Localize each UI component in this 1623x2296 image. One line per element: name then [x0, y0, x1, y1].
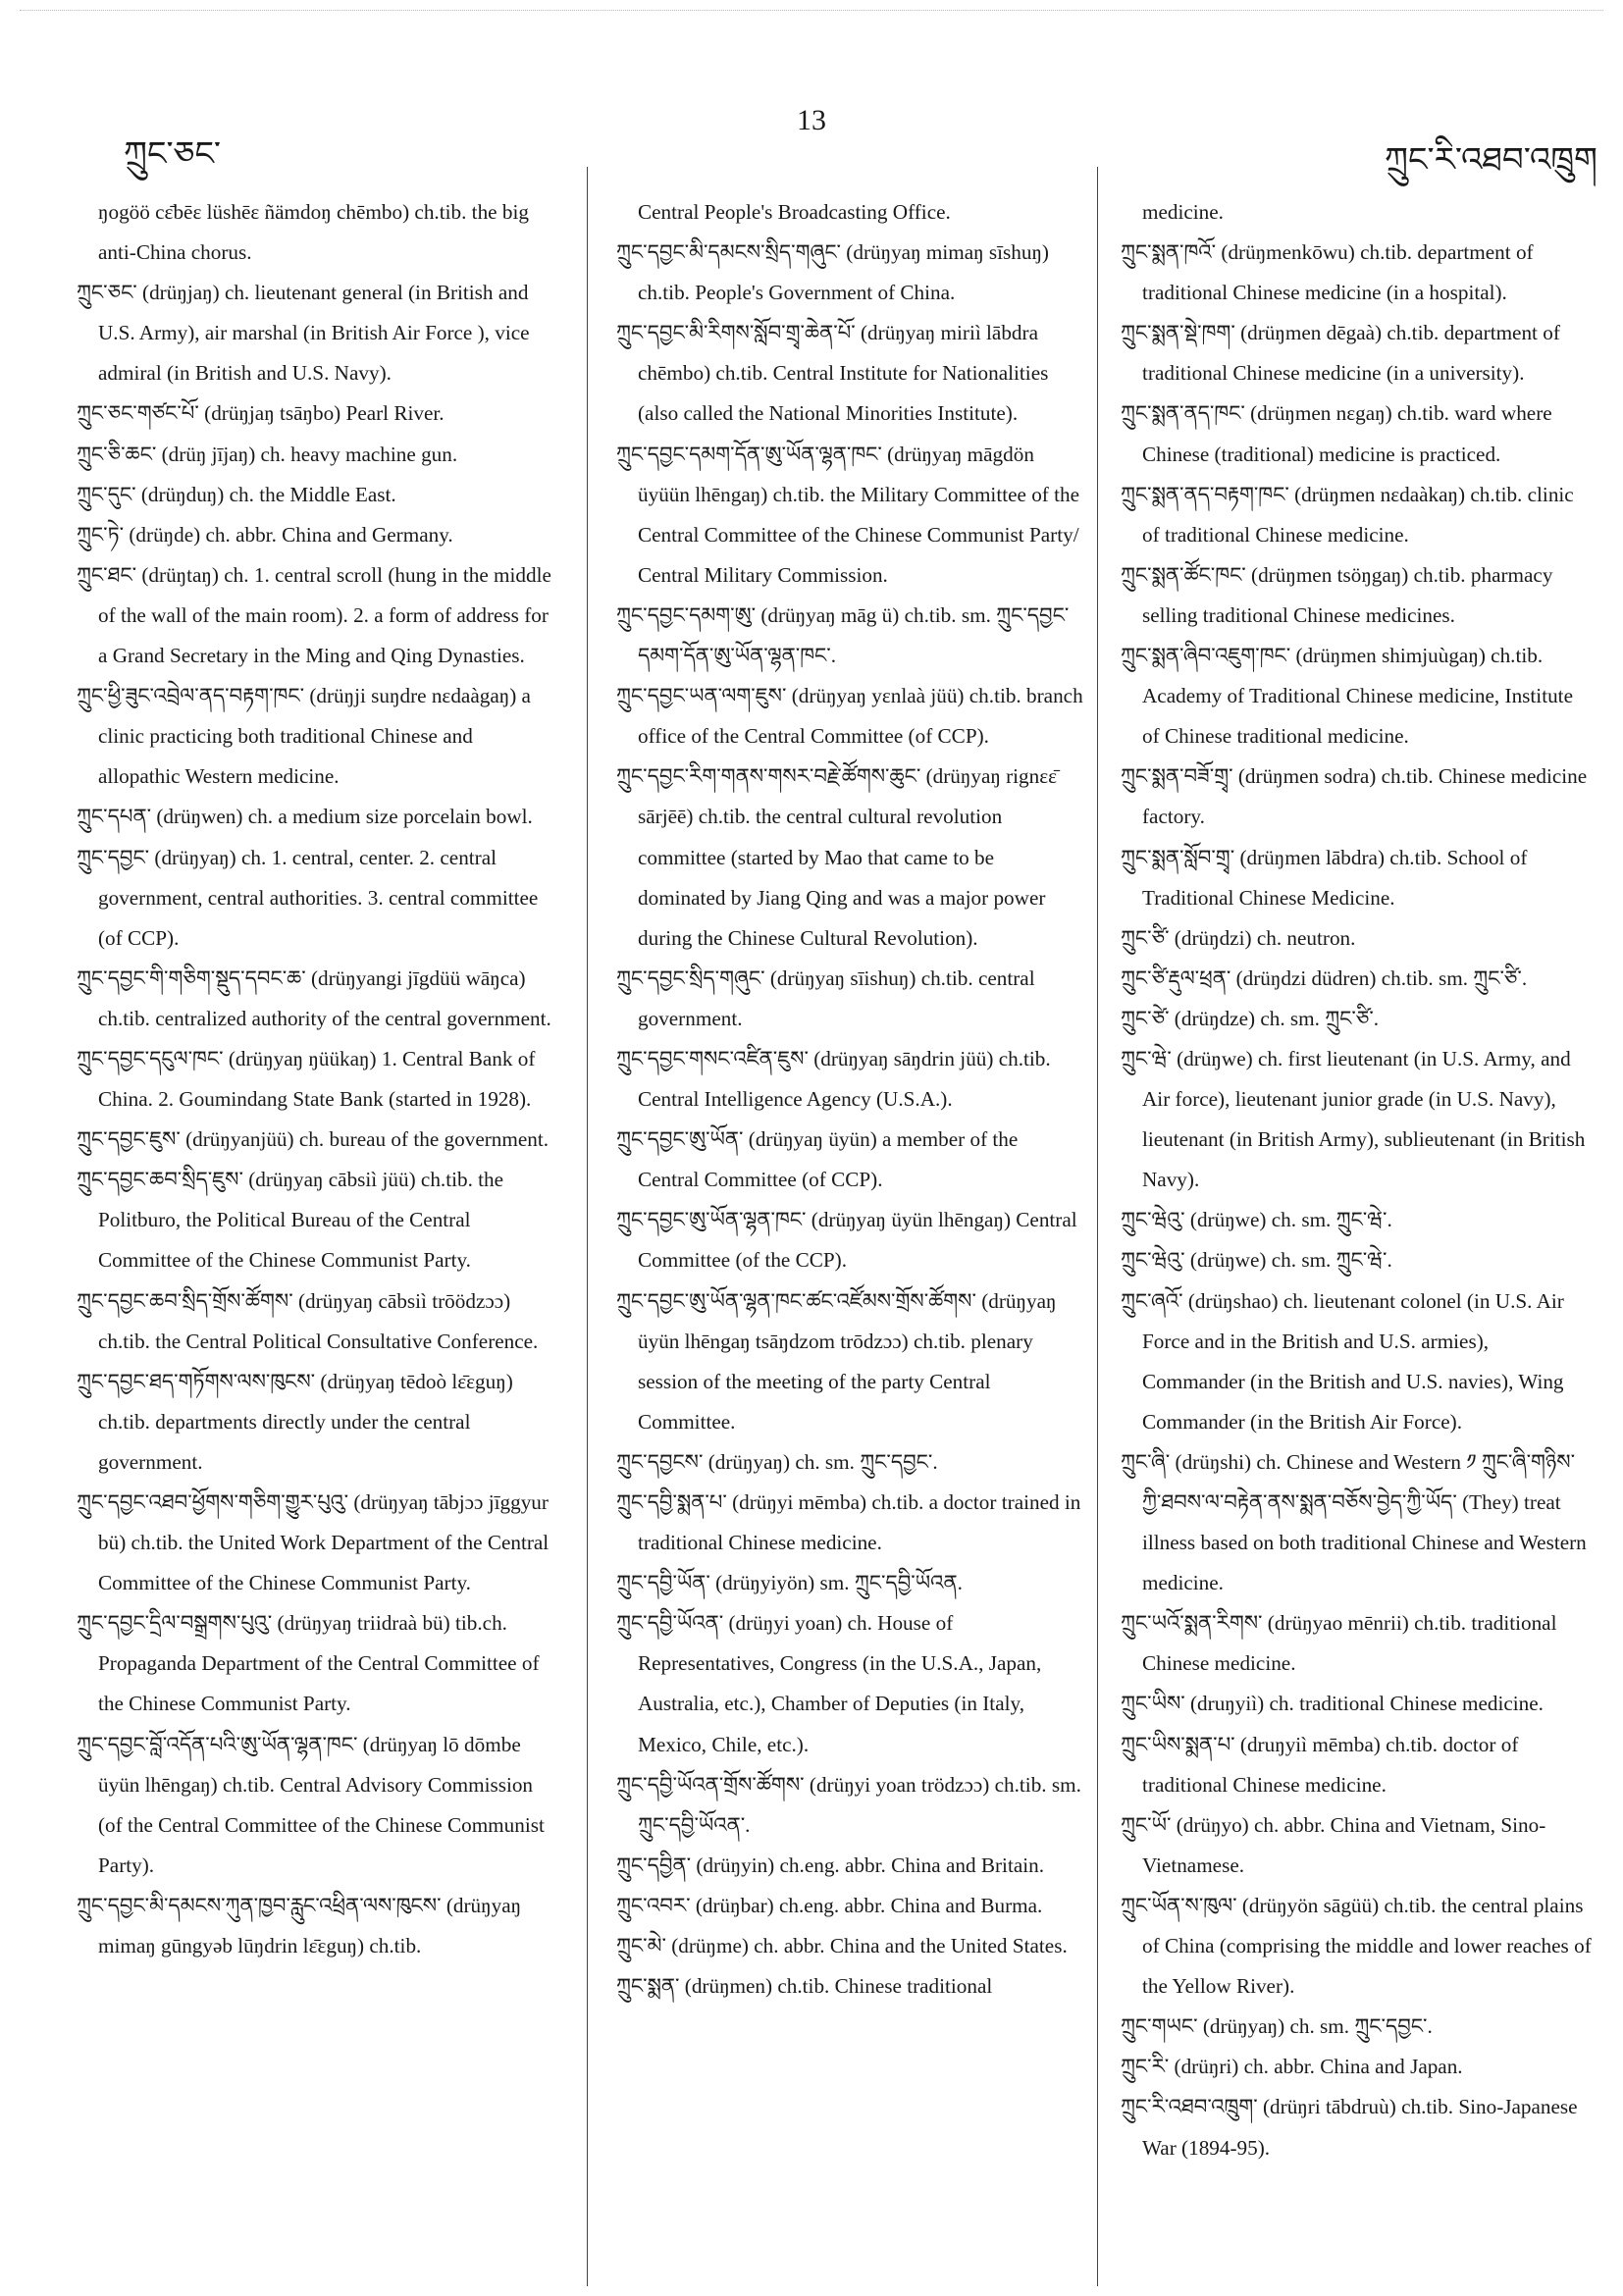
dictionary-entry: ཀྲུང་ཞི་ (drüŋshi) ch. Chinese and Western ༡ ཀྲུང་ཞི་གཉིས་ཀྱི་ཐབས་ལ་བརྟེན་ནས་སྨན་བཅོས་བྱེད་ཀྱི་ཡོད་ (They) treat illness based on both traditional Chinese and Western medicine. [1121, 1449, 1587, 1595]
dictionary-entry: ཀྲུང་དབྱང་གསང་འཛིན་ཇུས་ (drüŋyaŋ sāŋdrin jüü) ch.tib. Central Intelligence Agency (U.S.A.). [616, 1046, 1051, 1112]
dictionary-entry: ཀྲུང་དབྱང་ཇུས་ (drüŋyanjüü) ch. bureau of the government. [77, 1127, 550, 1152]
column-3 [1121, 192, 1594, 2168]
dictionary-entry: ཀྲུང་ཞའོ་ (drüŋshao) ch. lieutenant colonel (in U.S. Air Force and in the British and U.S. armies), Commander (in the British and U.S. navies), Wing Commander (in the British Air Force). [1121, 1288, 1564, 1434]
dictionary-entry: ཀྲུང་ཡིས་ (druŋyiì) ch. traditional Chinese medicine. [1121, 1692, 1544, 1716]
dictionary-entry: ཀྲུང་སྨན་ཞིབ་འཇུག་ཁང་ (drüŋmen shimjuùgaŋ) ch.tib. Academy of Traditional Chinese medicine, Institute of Chinese traditional medicine. [1121, 644, 1573, 749]
dictionary-entry: ཀྲུང་དབྱིན་ (drüŋyin) ch.eng. abbr. China and Britain. [616, 1852, 1045, 1877]
dictionary-entry: ཀྲུང་ཝེ་ (drüŋwe) ch. first lieutenant (in U.S. Army, and Air force), lieutenant junior grade (in U.S. Navy), lieutenant (in British Army), sublieutenant (in British Navy). [1121, 1046, 1586, 1192]
dictionary-entry: ཀྲུང་རི་འཐབ་འཁྲུག་ (drüŋri tābdruù) ch.tib. Sino-Japanese War (1894-95). [1121, 2095, 1578, 2160]
dictionary-entry: ཀྲུང་དཔན་ (drüŋwen) ch. a medium size porcelain bowl. [77, 805, 533, 829]
dictionary-entry: ཀྲུང་དབྱང་ཆབ་སྲིད་གྲོས་ཚོགས་ (drüŋyaŋ cābsiì trōödzɔɔ) ch.tib. the Central Political Consultative Conference. [77, 1288, 539, 1353]
dictionary-entry: ཀྲུང་ཡོ་ (drüŋyo) ch. abbr. China and Vietnam, Sino-Vietnamese. [1121, 1812, 1546, 1877]
dictionary-entry: ཀྲུང་སྨན་ (drüŋmen) ch.tib. Chinese traditional [616, 1974, 993, 1999]
dictionary-entry: ཀྲུང་སྨན་སློབ་གྲྭ་ (drüŋmen lābdra) ch.tib. School of Traditional Chinese Medicine. [1121, 845, 1528, 910]
entry-continuation: ŋogöö cɛ̄bēɛ lüshēɛ ñämdoŋ chēmbo) ch.tib. the big anti-China chorus. [98, 200, 529, 265]
dictionary-entry: ཀྲུང་སྨན་ཁའོ་ (drüŋmenkōwu) ch.tib. department of traditional Chinese medicine (in a hospital). [1121, 240, 1534, 305]
dictionary-entry: ཀྲུང་ཙི་ (drüŋdzi) ch. neutron. [1121, 925, 1356, 950]
dictionary-entry: ཀྲུང་དབྱང་ཡན་ལག་ཇུས་ (drüŋyaŋ yɛnlaà jüü) ch.tib. branch office of the Central Committee (of CCP). [616, 684, 1083, 749]
dictionary-entry: ཀྲུང་དབྱང་དྲིལ་བསྒྲགས་པུའུ་ (drüŋyaŋ triidraà bü) tib.ch. Propaganda Department of the Central Committee of the Chinese Communist Party. [77, 1611, 540, 1716]
dictionary-entry: ཀྲུང་དབྱང་དམག་དོན་ཨུ་ཡོན་ལྷན་ཁང་ (drüŋyaŋ māgdön üyüün lhēngaŋ) ch.tib. the Military Committee of the Central Committee of the Chinese Communist Party/ Central Military Commission. [616, 442, 1080, 587]
dictionary-entry: ཀྲུང་ཕྱི་ཟུང་འབྲེལ་ནད་བརྟག་ཁང་ (drüŋji suŋdre nɛdaàgaŋ) a clinic practicing both traditional Chinese and allopathic Western medicine. [77, 684, 531, 789]
dictionary-entry: ཀྲུང་དུང་ (drüŋduŋ) ch. the Middle East. [77, 482, 396, 506]
dictionary-entry: ཀྲུང་ཡིས་སྨན་པ་ (druŋyiì mēmba) ch.tib. doctor of traditional Chinese medicine. [1121, 1732, 1519, 1797]
column-divider [1097, 167, 1098, 2286]
dictionary-entry: ཀྲུང་དབྱང་སྲིད་གཞུང་ (drüŋyaŋ sīishuŋ) ch.tib. central government. [616, 965, 1035, 1030]
dictionary-entry: ཀྲུང་དབྱང་མི་རིགས་སློབ་གྲྭ་ཆེན་པོ་ (drüŋyaŋ miriì lābdra chēmbo) ch.tib. Central Institute for Nationalities (also called the National Minorities Institute). [616, 321, 1049, 426]
dictionary-entry: ཀྲུང་སྨན་ནད་བརྟག་ཁང་ (drüŋmen nɛdaàkaŋ) ch.tib. clinic of traditional Chinese medicine. [1121, 482, 1574, 547]
dictionary-entry: ཀྲུང་དབྱང་དངུལ་ཁང་ (drüŋyaŋ ŋüükaŋ) 1. Central Bank of China. 2. Goumindang State Bank (started in 1928). [77, 1046, 536, 1112]
dictionary-entry: ཀྲུང་དབྱང་ཨུ་ཡོན་ (drüŋyaŋ üyün) a member of the Central Committee (of CCP). [616, 1127, 1019, 1192]
dictionary-entry: ཀྲུང་སྨན་ནད་ཁང་ (drüŋmen nɛgaŋ) ch.tib. ward where Chinese (traditional) medicine is practiced. [1121, 401, 1552, 466]
page-number: 13 [797, 104, 826, 136]
dictionary-entry: ཀྲུང་དབྱང་གི་གཅིག་སྡུད་དབང་ཆ་ (drüŋyangi jīgdüü wāŋca) ch.tib. centralized authority of the central government. [77, 965, 551, 1030]
dictionary-entry: ཀྲུང་ཙེ་ (drüŋdze) ch. sm. ཀྲུང་ཙི་. [1121, 1006, 1380, 1030]
dictionary-entry: ཀྲུང་དབྱང་ཆབ་སྲིད་ཇུས་ (drüŋyaŋ cābsiì jüü) ch.tib. the Politburo, the Political Bureau of the Central Committee of the Chinese Communist Party. [77, 1168, 504, 1273]
dictionary-entry: ཀྲུང་སྨན་སྡེ་ཁག་ (drüŋmen dēgaà) ch.tib. department of traditional Chinese medicine (in a university). [1121, 321, 1560, 386]
dictionary-entry: ཀྲུང་སྨན་བཟོ་གྲྭ་ (drüŋmen sodra) ch.tib. Chinese medicine factory. [1121, 764, 1588, 829]
dictionary-entry: ཀྲུང་དབྱང་དམག་ཨུ་ (drüŋyaŋ māg ü) ch.tib. sm. ཀྲུང་དབྱང་དམག་དོན་ཨུ་ཡོན་ལྷན་ཁང་. [616, 602, 1070, 668]
header-right-guideword: ཀྲུང་རི་འཐབ་འཁྲུག [1384, 142, 1597, 179]
dictionary-entry: ཀྲུང་དབྱང་རིག་གནས་གསར་བརྗེ་ཚོགས་ཆུང་ (drüŋyaŋ rignɛɛ̄ sārjēē) ch.tib. the central cultural revolution committee (started by Mao that came to be dominated by Jiang Qing and was a major power during the Chinese Cultural Revolution). [616, 764, 1058, 950]
entry-continuation: Central People's Broadcasting Office. [638, 200, 951, 224]
dictionary-entry: ཀྲུང་མེ་ (drüŋme) ch. abbr. China and the United States. [616, 1934, 1068, 1958]
dictionary-entry: ཀྲུང་ཡོན་ས་ཁུལ་ (drüŋyön sāgüü) ch.tib. the central plains of China (comprising the middle and lower reaches of the Yellow River). [1121, 1893, 1592, 1999]
dictionary-entry: ཀྲུང་དབྱང་མི་དམངས་ཀུན་ཁྱབ་རླུང་འཕྲིན་ལས་ཁུངས་ (drüŋyaŋ mimaŋ gūngyəb lūŋdrin lɛ̄ɛguŋ) ch.tib. [77, 1893, 522, 1958]
dictionary-entry: ཀྲུང་དབྱང་མི་དམངས་སྲིད་གཞུང་ (drüŋyaŋ mimaŋ sīshuŋ) ch.tib. People's Government of China. [616, 240, 1049, 305]
dictionary-entry: ཀྲུང་ཅང་གཙང་པོ་ (drüŋjaŋ tsāŋbo) Pearl River. [77, 401, 445, 426]
top-border [20, 10, 1603, 11]
dictionary-entry: ཀྲུང་དབྱང་ཨུ་ཡོན་ལྷན་ཁང་ (drüŋyaŋ üyün lhēngaŋ) Central Committee (of the CCP). [616, 1208, 1077, 1273]
dictionary-entry: ཀྲུང་ཝེའུ་ (drüŋwe) ch. sm. ཀྲུང་ཝེ་. [1121, 1208, 1392, 1232]
dictionary-entry: ཀྲུང་འབར་ (drüŋbar) ch.eng. abbr. China and Burma. [616, 1893, 1043, 1917]
column-divider [587, 167, 588, 2286]
dictionary-entry: ཀྲུང་དབྱི་སྨན་པ་ (drüŋyi mēmba) ch.tib. a doctor trained in traditional Chinese medicine. [616, 1490, 1081, 1555]
dictionary-entry: ཀྲུང་དབྱང་ཐད་གཏོགས་ལས་ཁུངས་ (drüŋyaŋ tēdoò lɛ̄ɛguŋ) ch.tib. departments directly under the central government. [77, 1369, 513, 1474]
dictionary-entry: ཀྲུང་དབྱི་ཡོའན་ (drüŋyi yoan) ch. House of Representatives, Congress (in the U.S.A., Japan, Australia, etc.), Chamber of Deputies (in Italy, Mexico, Chile, etc.). [616, 1611, 1042, 1756]
entry-continuation: medicine. [1142, 200, 1224, 224]
dictionary-entry: ཀྲུང་ཝེའུ་ (drüŋwe) ch. sm. ཀྲུང་ཝེ་. [1121, 1248, 1392, 1273]
column-2 [616, 192, 1083, 2007]
dictionary-entry: ཀྲུང་དབྱང་ (drüŋyaŋ) ch. 1. central, center. 2. central government, central authorities. 3. central committee (of CCP). [77, 845, 539, 950]
header-left-guideword: ཀྲུང་ཅང་ [124, 136, 222, 173]
dictionary-entry: ཀྲུང་ཙི་རྡུལ་ཕྲན་ (drüŋdzi düdren) ch.tib. sm. ཀྲུང་ཙི་. [1121, 965, 1528, 990]
column-1 [77, 192, 555, 1966]
dictionary-entry: ཀྲུང་དབྱང་བློ་འདོན་པའི་ཨུ་ཡོན་ལྷན་ཁང་ (drüŋyaŋ lō dōmbe üyün lhēngaŋ) ch.tib. Central Advisory Commission (of the Central Committee of the Chinese Communist Party). [77, 1732, 545, 1877]
dictionary-entry: ཀྲུང་དབྱངས་ (drüŋyaŋ) ch. sm. ཀྲུང་དབྱང་. [616, 1449, 938, 1474]
dictionary-entry: ཀྲུང་དབྱང་ཨུ་ཡོན་ལྷན་ཁང་ཚང་འཛོམས་གྲོས་ཚོགས་ (drüŋyaŋ üyün lhēngaŋ tsāŋdzom trōdzɔɔ) ch.tib. plenary session of the meeting of the party Central Committee. [616, 1288, 1057, 1434]
dictionary-entry: ཀྲུང་ཅི་ཆང་ (drüŋ jījaŋ) ch. heavy machine gun. [77, 442, 458, 466]
dictionary-entry: ཀྲུང་དབྱི་ཡོན་ (drüŋyiyön) sm. ཀྲུང་དབྱི་ཡོའན. [616, 1571, 963, 1595]
dictionary-entry: ཀྲུང་དབྱང་འཐབ་ཕྱོགས་གཅིག་གྱུར་པུའུ་ (drüŋyaŋ tābjɔɔ jīggyur bü) ch.tib. the United Work Department of the Central Committee of the Chinese Communist Party. [77, 1490, 550, 1595]
dictionary-entry: ཀྲུང་ཅང་ (drüŋjaŋ) ch. lieutenant general (in British and U.S. Army), air marshal (in British Air Force ), vice admiral (in British and U.S. Navy). [77, 281, 530, 386]
dictionary-entry: ཀྲུང་ཏེ་ (drüŋde) ch. abbr. China and Germany. [77, 522, 453, 547]
dictionary-entry: ཀྲུང་དབྱི་ཡོའན་གྲོས་ཚོགས་ (drüŋyi yoan trödzɔɔ) ch.tib. sm. ཀྲུང་དབྱི་ཡོའན་. [616, 1772, 1081, 1837]
dictionary-entry: ཀྲུང་ཡའོ་སྨན་རིགས་ (drüŋyao mēnrii) ch.tib. traditional Chinese medicine. [1121, 1611, 1557, 1676]
dictionary-entry: ཀྲུང་སྨན་ཚོང་ཁང་ (drüŋmen tsöŋgaŋ) ch.tib. pharmacy selling traditional Chinese medicines. [1121, 562, 1553, 627]
dictionary-entry: ཀྲུང་གཡང་ (drüŋyaŋ) ch. sm. ཀྲུང་དབྱང་. [1121, 2014, 1433, 2039]
dictionary-entry: ཀྲུང་རི་ (drüŋri) ch. abbr. China and Japan. [1121, 2055, 1463, 2079]
dictionary-entry: ཀྲུང་ཐང་ (drüŋtaŋ) ch. 1. central scroll (hung in the middle of the wall of the main room). 2. a form of address for a Grand Secretary in the Ming and Qing Dynasties. [77, 562, 551, 668]
